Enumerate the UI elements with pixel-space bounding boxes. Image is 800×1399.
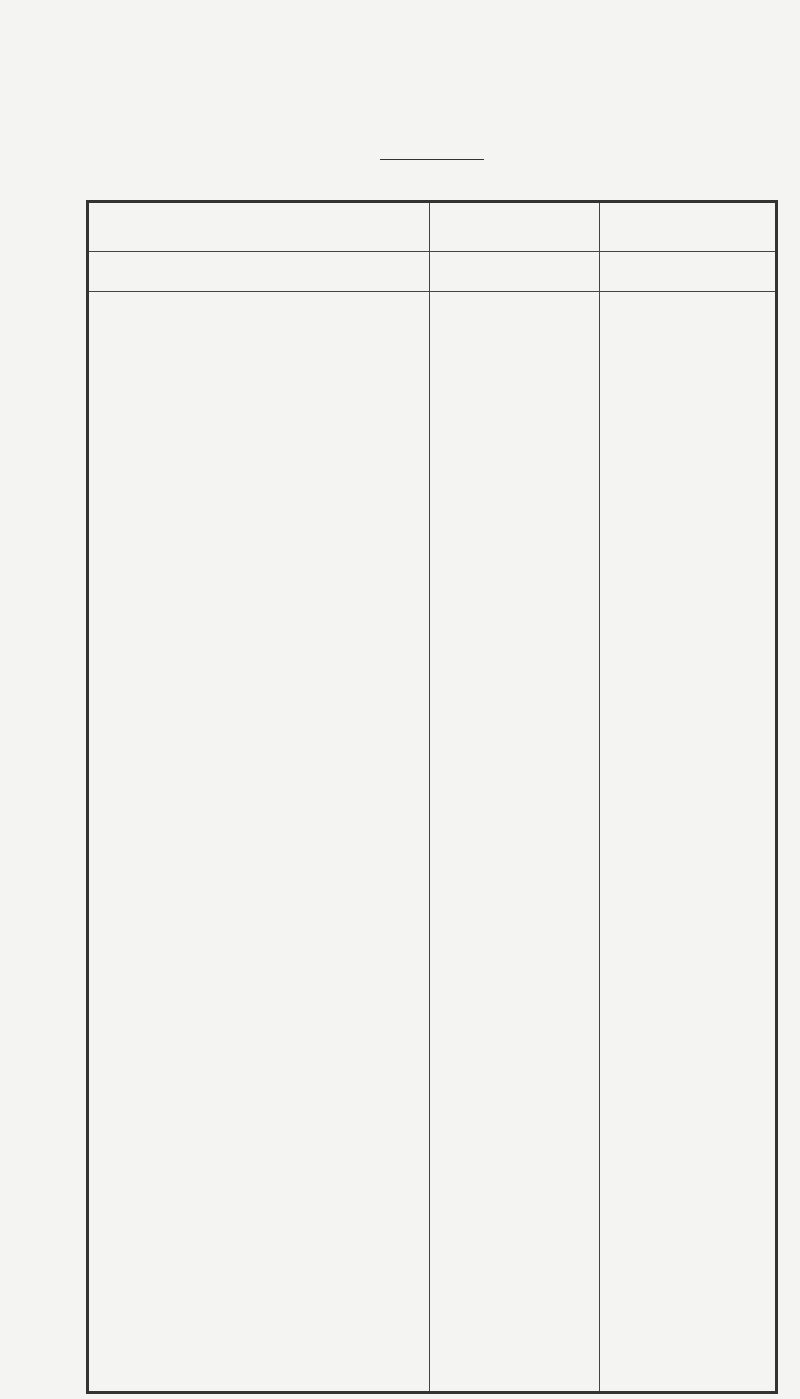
causes-of-death-table [86,200,778,1394]
all-causes-rule [89,291,775,292]
all-causes-dots [127,251,427,291]
col-divider-males [599,203,600,1391]
col-divider-cause [429,203,430,1391]
title-rule [380,159,484,160]
header-cause [89,203,429,251]
all-causes-females [599,251,779,291]
header-females [599,203,779,251]
header-males [429,203,599,251]
all-causes-males [429,251,599,291]
